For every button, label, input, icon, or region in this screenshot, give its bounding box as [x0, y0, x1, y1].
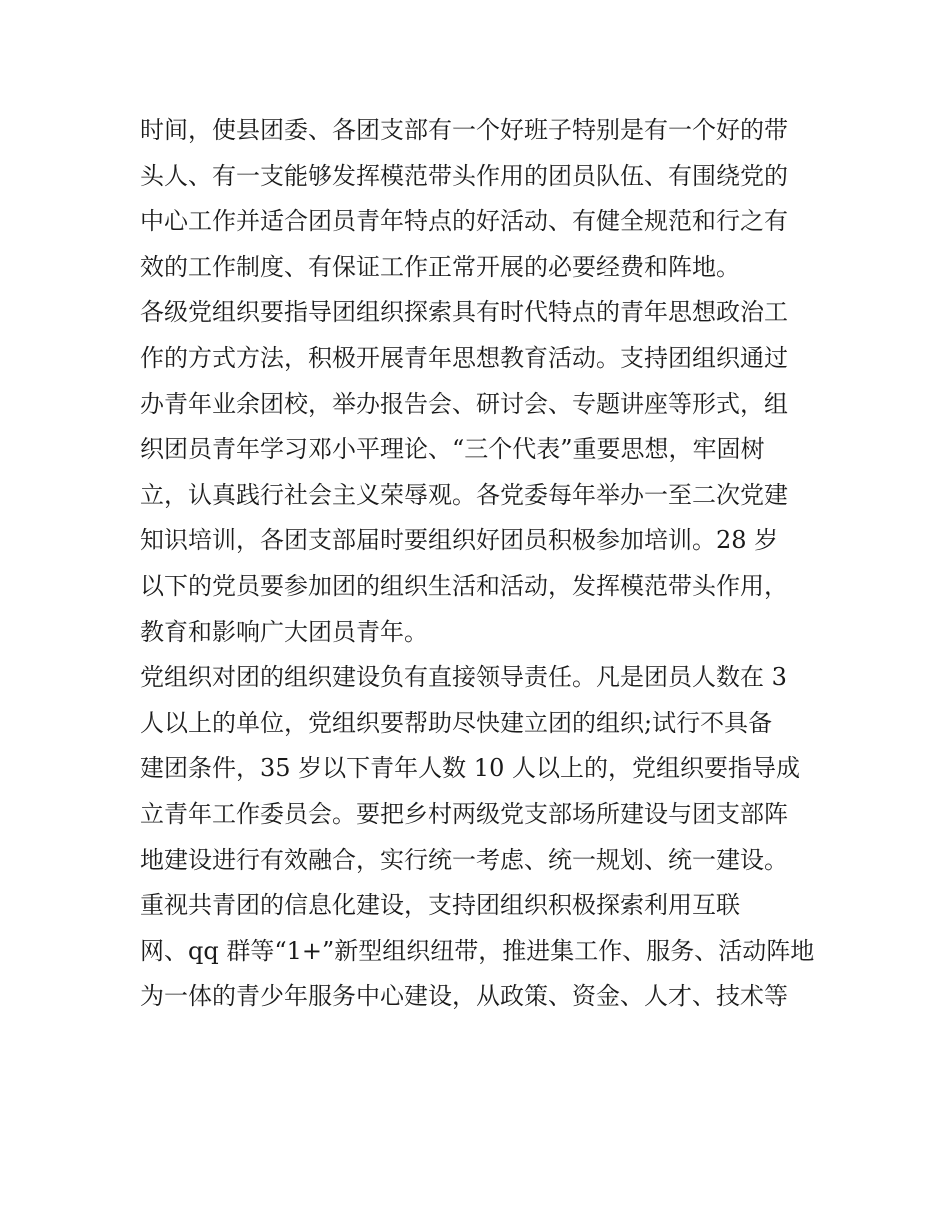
text-line: 立，认真践行社会主义荣辱观。各党委每年举办一至二次党建: [140, 480, 788, 509]
text-line: 教育和影响广大团员青年。: [140, 617, 428, 646]
text-line: 中心工作并适合团员青年特点的好活动、有健全规范和行之有: [140, 207, 788, 236]
text-line: 各级党组织要指导团组织探索具有时代特点的青年思想政治工: [140, 298, 788, 327]
text-line: 头人、有一支能够发挥模范带头作用的团员队伍、有围绕党的: [140, 161, 788, 190]
text-line: 效的工作制度、有保证工作正常开展的必要经费和阵地。: [140, 252, 740, 281]
text-line: 网、qq 群等“1+”新型组织纽带，推进集工作、服务、活动阵地: [140, 936, 815, 965]
document-body: [140, 108, 820, 1020]
text-line: 立青年工作委员会。要把乡村两级党支部场所建设与团支部阵: [140, 799, 788, 828]
text-line: 知识培训，各团支部届时要组织好团员积极参加培训。28 岁: [140, 526, 779, 555]
text-line: 党组织对团的组织建设负有直接领导责任。凡是团员人数在 3: [140, 663, 787, 692]
text-line: 办青年业余团校，举办报告会、研讨会、专题讲座等形式，组: [140, 389, 788, 418]
text-line: 建团条件，35 岁以下青年人数 10 人以上的，党组织要指导成: [140, 754, 800, 783]
text-line: 重视共青团的信息化建设，支持团组织积极探索利用互联: [140, 891, 740, 920]
text-line: 以下的党员要参加团的组织生活和活动，发挥模范带头作用，: [140, 571, 788, 600]
text-line: 作的方式方法，积极开展青年思想教育活动。支持团组织通过: [140, 343, 788, 372]
text-line: 地建设进行有效融合，实行统一考虑、统一规划、统一建设。: [140, 845, 788, 874]
text-line: 时间，使县团委、各团支部有一个好班子特别是有一个好的带: [140, 116, 788, 144]
text-line: 为一体的青少年服务中心建设，从政策、资金、人才、技术等: [140, 982, 788, 1011]
text-line: 织团员青年学习邓小平理论、“三个代表”重要思想，牢固树: [140, 435, 765, 464]
text-line: 人以上的单位，党组织要帮助尽快建立团的组织;试行不具备: [140, 708, 773, 737]
